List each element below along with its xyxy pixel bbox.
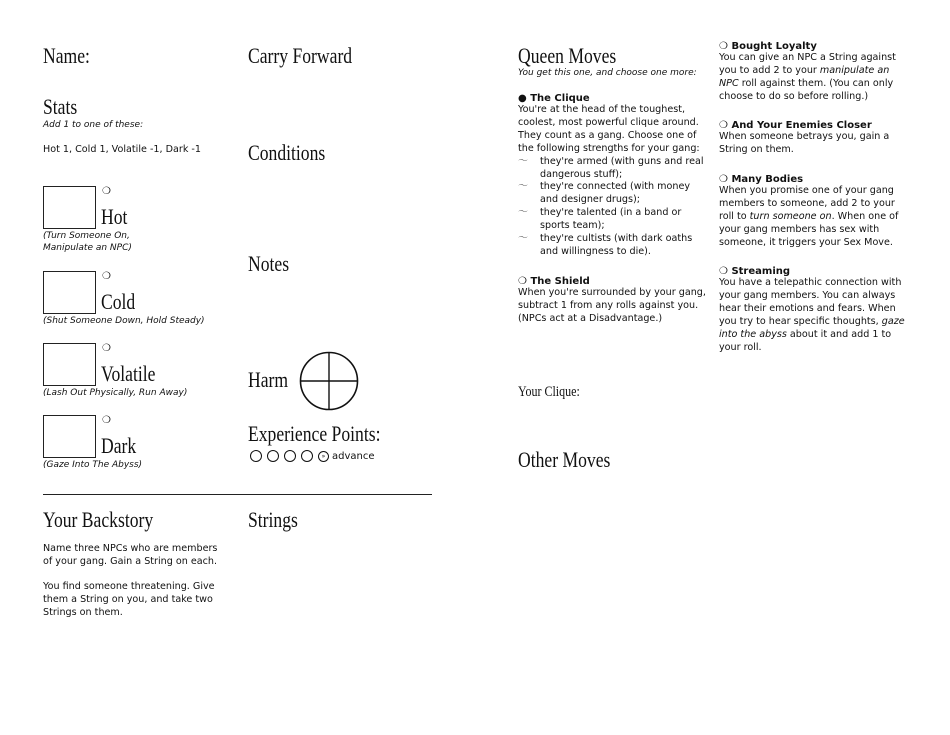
stats-line: Hot 1, Cold 1, Volatile -1, Dark -1 <box>43 144 201 155</box>
stat-name: Hot <box>101 204 128 229</box>
xp-circle[interactable] <box>267 450 279 462</box>
stat-dark <box>43 415 143 470</box>
xp-circle[interactable] <box>301 450 313 462</box>
move-name: Streaming <box>731 266 791 277</box>
move-text: When someone betrays you, gain a String on them. <box>719 131 890 155</box>
clique-option: 〜 they're talented (in a band or sports team); <box>518 207 682 232</box>
stat-volatile <box>43 343 188 398</box>
other-moves-title: Other Moves <box>518 447 611 472</box>
move-name: And Your Enemies Closer <box>731 120 872 131</box>
swash-bullet-icon: 〜 <box>518 207 528 219</box>
move-bought-loyalty <box>719 41 911 104</box>
stat-desc: Manipulate an NPC) <box>43 243 132 253</box>
stat-desc: (Lash Out Physically, Run Away) <box>43 388 188 398</box>
xp-circle[interactable] <box>250 450 262 462</box>
move-checkbox-icon[interactable]: ❍ <box>518 276 527 287</box>
move-checkbox-icon[interactable]: ❍ <box>719 41 728 52</box>
move-checkbox-icon[interactable]: ❍ <box>719 266 728 277</box>
move-name: Many Bodies <box>731 174 804 185</box>
move-text: When you're surrounded by your gang, subtract 1 from any rolls against you. (NPCs act at a Disadvantage.) <box>518 287 706 324</box>
your-clique-label: Your Clique: <box>518 384 580 400</box>
highlight-circle-icon[interactable]: ❍ <box>102 271 111 282</box>
xp-circle[interactable] <box>284 450 296 462</box>
move-streaming <box>719 266 911 354</box>
highlight-circle-icon[interactable]: ❍ <box>102 343 111 354</box>
divider <box>43 494 432 495</box>
stat-cold <box>43 271 205 326</box>
advance-label: advance <box>332 451 375 462</box>
swash-bullet-icon: 〜 <box>518 233 528 245</box>
move-many-bodies <box>719 174 911 250</box>
move-selected-icon[interactable]: ● <box>518 93 527 104</box>
stat-value-box[interactable] <box>43 271 96 314</box>
swash-bullet-icon: 〜 <box>518 181 528 193</box>
stat-value-box[interactable] <box>43 343 96 386</box>
move-name: The Shield <box>530 276 590 287</box>
stat-desc: (Shut Someone Down, Hold Steady) <box>43 316 205 326</box>
swash-bullet-icon: 〜 <box>518 155 528 167</box>
stat-name: Volatile <box>101 361 156 386</box>
moves-subtitle: You get this one, and choose one more: <box>518 68 697 78</box>
move-text: You're at the head of the toughest, coolest, most powerful clique around. They count as a gang. Choose one of the following strengths for your gang: <box>518 104 700 154</box>
clique-option: 〜 they're armed (with guns and real dangerous stuff); <box>518 155 704 180</box>
clique-option: 〜 they're connected (with money and designer drugs); <box>518 181 691 206</box>
stats-hint: Add 1 to one of these: <box>43 120 144 130</box>
stat-desc: (Gaze Into The Abyss) <box>43 460 143 470</box>
strings-title: Strings <box>248 507 298 532</box>
move-the-shield <box>518 276 708 326</box>
stat-desc: (Turn Someone On, <box>43 231 130 241</box>
backstory-text-2: You find someone threatening. Give them a String on you, and take two Strings on them. <box>43 581 215 618</box>
backstory-text-1: Name three NPCs who are members of your gang. Gain a String on each. <box>43 543 218 567</box>
move-text: You have a telepathic connection with your gang members. You can always hear their emotions and fears. When you try to hear specific thoughts, gaze into the abyss about it and add 1 to your roll. <box>719 277 905 353</box>
move-text: You can give an NPC a String against you to add 2 to your manipulate an NPC roll against them. (You can only choose to do so before rolling.) <box>719 52 896 102</box>
xp-track <box>250 450 375 462</box>
move-name: Bought Loyalty <box>731 41 817 52</box>
queen-moves-title: Queen Moves <box>518 43 617 68</box>
stat-hot <box>43 186 132 253</box>
move-and-your-enemies-closer <box>719 120 911 157</box>
backstory-title: Your Backstory <box>43 507 154 532</box>
name-label: Name: <box>43 43 90 68</box>
xp-title: Experience Points: <box>248 421 381 446</box>
highlight-circle-icon[interactable]: ❍ <box>102 415 111 426</box>
move-checkbox-icon[interactable]: ❍ <box>719 120 728 131</box>
move-checkbox-icon[interactable]: ❍ <box>719 174 728 185</box>
highlight-circle-icon[interactable]: ❍ <box>102 186 111 197</box>
stat-value-box[interactable] <box>43 415 96 458</box>
move-the-clique <box>518 93 708 259</box>
carry-forward-title: Carry Forward <box>248 43 353 68</box>
harm-title: Harm <box>248 367 289 392</box>
move-text: When you promise one of your gang members to someone, add 2 to your roll to turn someone on. When one of your gang members has sex with someone, it triggers your Sex Move. <box>719 185 899 248</box>
conditions-title: Conditions <box>248 140 326 165</box>
stat-name: Dark <box>101 433 137 458</box>
harm-clock-icon[interactable] <box>299 351 359 411</box>
xp-circle-advance-icon[interactable]: » <box>318 451 329 462</box>
clique-option: 〜 they're cultists (with dark oaths and willingness to die). <box>518 233 693 257</box>
stats-title: Stats <box>43 94 78 119</box>
notes-title: Notes <box>248 251 290 276</box>
stat-name: Cold <box>101 289 136 314</box>
stat-value-box[interactable] <box>43 186 96 229</box>
move-name: The Clique <box>530 93 590 104</box>
